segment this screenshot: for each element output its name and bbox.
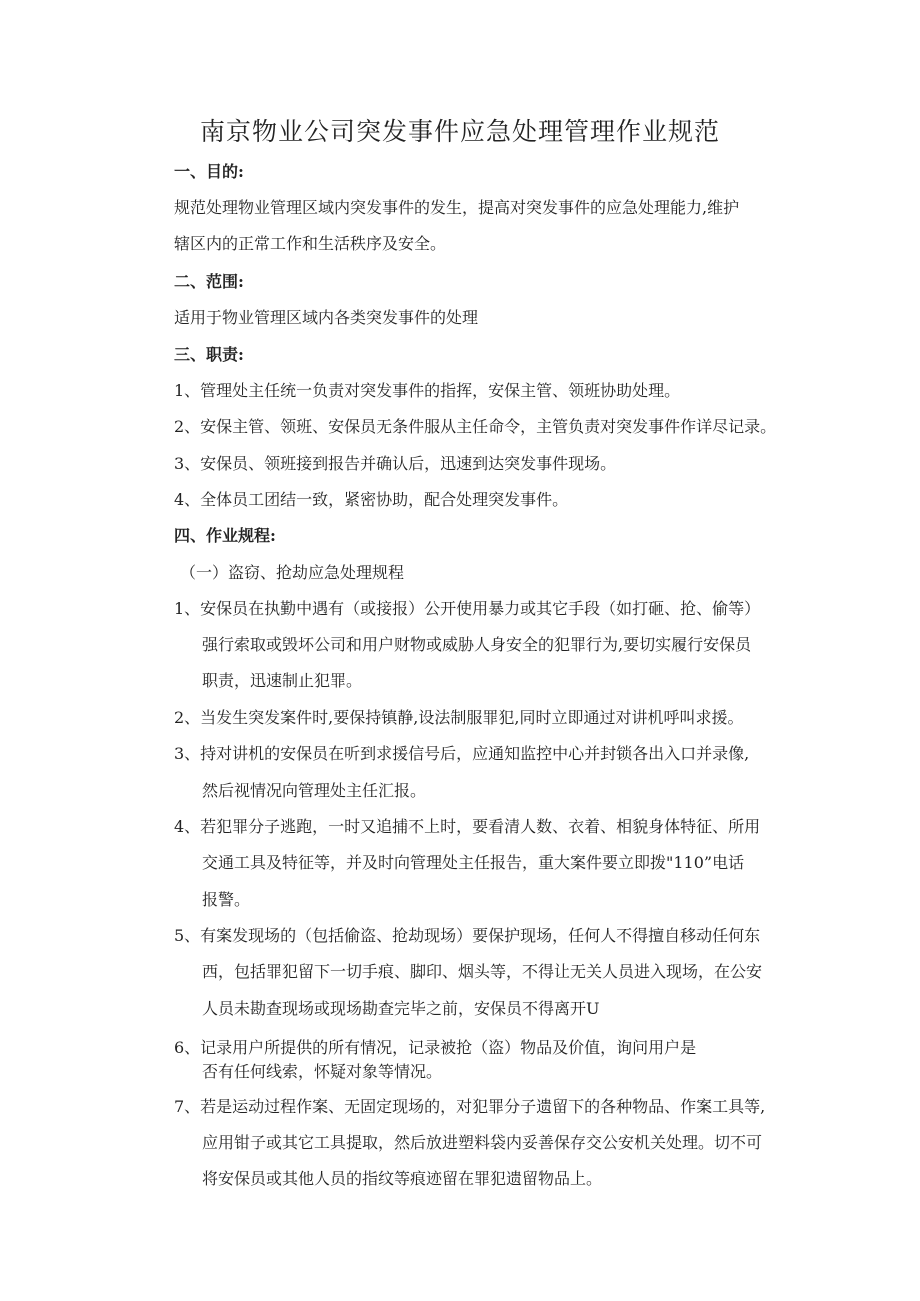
procedure-item-5-line-1: 5、有案发现场的（包括偷盗、抢劫现场）要保护现场，任何人不得擅自移动任何东	[174, 926, 761, 945]
section-heading-scope: 二、范围:	[174, 272, 244, 291]
procedure-item-4-line-2: 交通工具及特征等，并及时向管理处主任报告，重大案件要立即拨"110”电话	[202, 853, 745, 872]
procedure-item-7-line-2: 应用钳子或其它工具提取，然后放进塑料袋内妥善保存交公安机关处理。切不可	[202, 1133, 763, 1152]
purpose-text-line-2: 辖区内的正常工作和生活秩序及安全。	[174, 234, 447, 253]
procedure-item-4-line-1: 4、若犯罪分子逃跑，一时又追捕不上时，要看清人数、衣着、相貌身体特征、所用	[174, 817, 761, 836]
procedure-item-2-line-1: 2、当发生突发案件时,要保持镇静,设法制服罪犯,同时立即通过对讲机呼叫求援。	[174, 708, 744, 727]
procedure-item-7-line-1: 7、若是运动过程作案、无固定现场的，对犯罪分子遗留下的各种物品、作案工具等,	[174, 1097, 766, 1116]
scope-text-line-1: 适用于物业管理区域内各类突发事件的处理	[174, 308, 479, 327]
procedure-item-6-line-2: 否有任何线索，怀疑对象等情况。	[202, 1062, 443, 1081]
duty-item-3: 3、安保员、领班接到报告并确认后，迅速到达突发事件现场。	[174, 454, 617, 473]
duty-item-1: 1、管理处主任统一负责对突发事件的指挥，安保主管、领班协助处理。	[174, 381, 681, 400]
procedure-item-1-line-3: 职责，迅速制止犯罪。	[202, 671, 363, 690]
procedure-item-4-line-3: 报警。	[202, 890, 251, 909]
procedure-item-1-line-2: 强行索取或毁坏公司和用户财物或威胁人身安全的犯罪行为,要切实履行安保员	[202, 635, 752, 654]
section-heading-procedures: 四、作业规程:	[174, 526, 276, 545]
procedure-item-5-line-3: 人员未勘查现场或现场勘查完毕之前，安保员不得离开U	[202, 999, 600, 1018]
procedure-item-5-line-2: 西，包括罪犯留下一切手痕、脚印、烟头等，不得让无关人员进入现场，在公安	[202, 962, 763, 981]
procedure-item-3-line-1: 3、持对讲机的安保员在听到求援信号后，应通知监控中心并封锁各出入口并录像,	[174, 744, 750, 763]
section-heading-purpose: 一、目的:	[174, 162, 244, 181]
document-title: 南京物业公司突发事件应急处理管理作业规范	[199, 117, 720, 146]
procedure-subheading: （一）盗窃、抢劫应急处理规程	[180, 563, 405, 582]
duty-item-4: 4、全体员工团结一致，紧密协助，配合处理突发事件。	[174, 490, 569, 509]
procedure-item-7-line-3: 将安保员或其他人员的指纹等痕迹留在罪犯遗留物品上。	[202, 1169, 603, 1188]
duty-item-2: 2、安保主管、领班、安保员无条件服从主任命令，主管负责对突发事件作详尽记录。	[174, 417, 777, 436]
procedure-item-3-line-2: 然后视情况向管理处主任汇报。	[202, 781, 427, 800]
section-heading-duties: 三、职责:	[174, 345, 244, 364]
procedure-item-6-line-1: 6、记录用户所提供的所有情况，记录被抢（盗）物品及价值，询问用户是	[174, 1038, 697, 1057]
procedure-item-1-line-1: 1、安保员在执勤中遇有（或接报）公开使用暴力或其它手段（如打砸、抢、偷等）	[174, 599, 761, 618]
purpose-text-line-1: 规范处理物业管理区域内突发事件的发生，提高对突发事件的应急处理能力,维护	[174, 198, 740, 217]
